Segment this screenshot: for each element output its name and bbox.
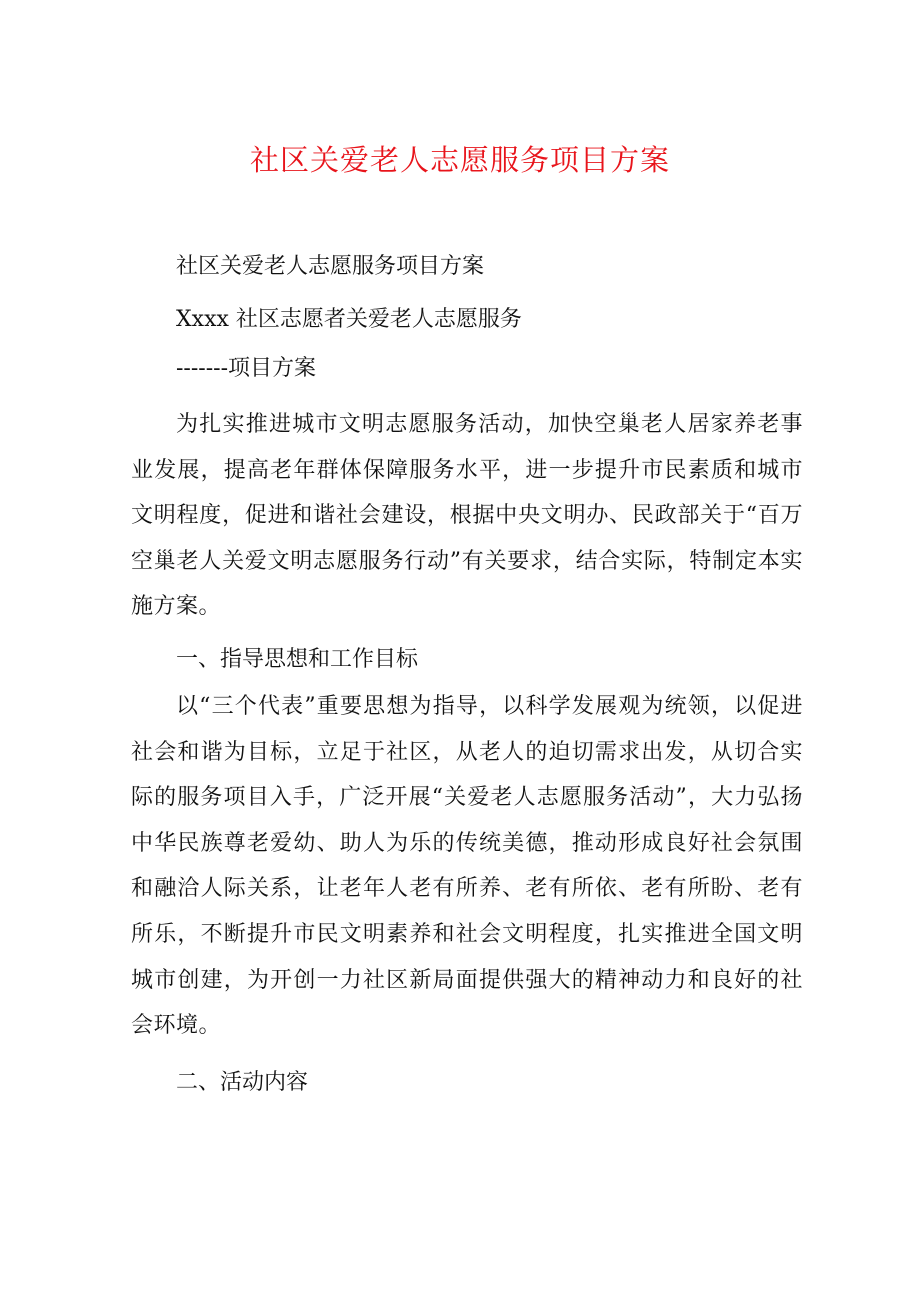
section-1-paragraph: 以“三个代表”重要思想为指导，以科学发展观为统领，以促进社会和谐为目标，立足于社区，从老人的迫切需求出发，从切合实际的服务项目入手，广泛开展“关爱老人志愿服务活动”，大力弘扬中华民族尊老爱幼、助人为乐的传统美德，推动形成良好社会氛围和融洽人际关系，让老年人老有所养、老有所依、老有所盼、老有所乐，不断提升市民文明素养和社会文明程度，扎实推进全国文明城市创建，为开创一力社区新局面提供强大的精神动力和良好的社会环境。 [131, 694, 803, 1039]
section-2-heading: 二、活动内容 [176, 1070, 309, 1095]
subtitle-line-2: Xxxx 社区志愿者关爱老人志愿服务 [176, 307, 522, 332]
subtitle-line-3: -------项目方案 [176, 356, 317, 381]
document-title: 社区关爱老人志愿服务项目方案 [249, 143, 670, 177]
subtitle-line-1: 社区关爱老人志愿服务项目方案 [176, 254, 485, 279]
section-1-heading: 一、指导思想和工作目标 [176, 647, 419, 672]
intro-paragraph: 为扎实推进城市文明志愿服务活动，加快空巢老人居家养老事业发展，提高老年群体保障服务水平，进一步提升市民素质和城市文明程度，促进和谐社会建设，根据中央文明办、民政部关于“百万空巢老人关爱文明志愿服务行动”有关要求，结合实际，特制定本实施方案。 [131, 412, 803, 620]
